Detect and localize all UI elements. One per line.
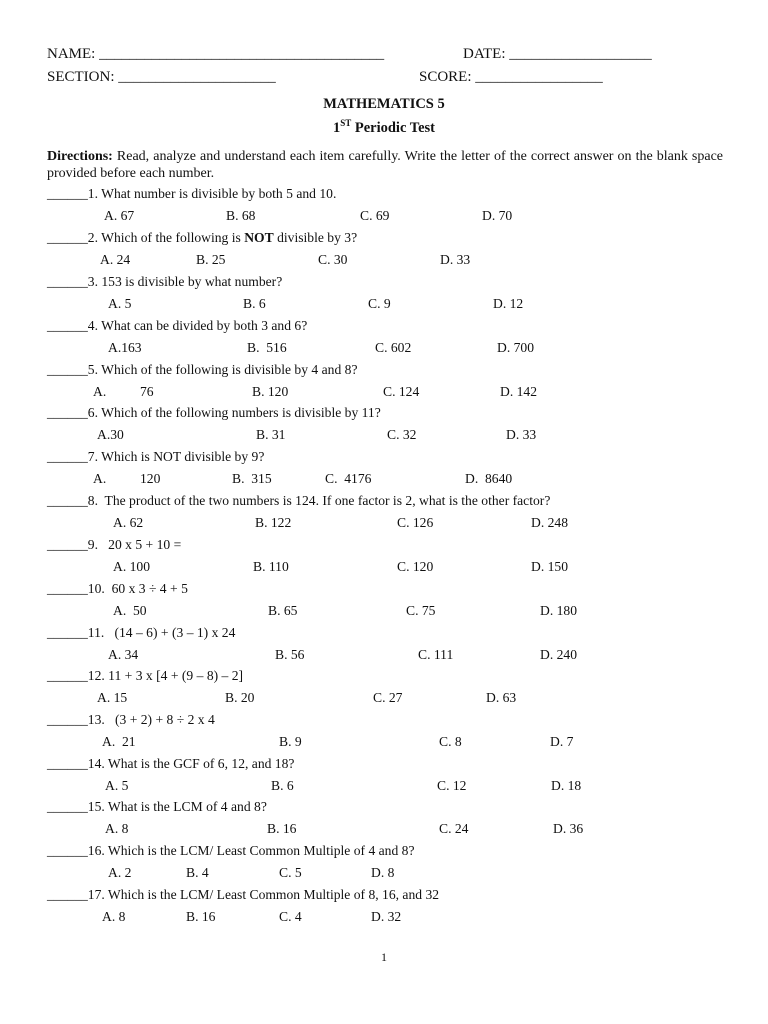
q15-option-a: A. 8 — [105, 821, 129, 836]
directions-text: Read, analyze and understand each item carefully. Write the letter of the correct answer on the blank space provided before each number. — [47, 149, 723, 181]
q6-option-c: C. 32 — [387, 427, 417, 442]
question-3: ______3. 153 is divisible by what number? — [47, 274, 283, 289]
q3-option-c: C. 9 — [368, 296, 391, 311]
question-13: ______13. (3 + 2) + 8 ÷ 2 x 4 — [47, 712, 215, 727]
q9-option-b: B. 110 — [253, 559, 289, 574]
q2-text-end: divisible by 3? — [273, 230, 358, 245]
q11-option-d: D. 240 — [540, 647, 578, 662]
q5-option-b: B. 120 — [252, 384, 289, 399]
q13-option-c: C. 8 — [439, 734, 462, 749]
q9-option-a: A. 100 — [113, 559, 151, 574]
subtitle-superscript: ST — [340, 118, 352, 128]
q15-option-c: C. 24 — [439, 821, 469, 836]
question-4: ______4. What can be divided by both 3 and 6? — [47, 318, 308, 333]
q14-option-d: D. 18 — [551, 778, 582, 793]
q14-option-c: C. 12 — [437, 778, 467, 793]
q4-option-b: B. 516 — [247, 340, 287, 355]
q16-option-a: A. 2 — [108, 865, 132, 880]
q16-option-b: B. 4 — [186, 865, 209, 880]
directions — [47, 148, 723, 182]
score-field[interactable]: SCORE: _________________ — [419, 69, 603, 85]
subtitle-number: 1 — [332, 120, 341, 136]
q4-option-c: C. 602 — [375, 340, 412, 355]
q10-option-b: B. 65 — [268, 603, 298, 618]
q15-option-d: D. 36 — [553, 821, 584, 836]
q1-option-a: A. 67 — [104, 208, 135, 223]
page-subtitle — [0, 118, 768, 136]
q8-option-c: C. 126 — [397, 515, 434, 530]
q13-option-d: D. 7 — [550, 734, 574, 749]
q2-option-c: C. 30 — [318, 252, 348, 267]
question-9: ______9. 20 x 5 + 10 = — [47, 537, 182, 552]
q3-option-d: D. 12 — [493, 296, 524, 311]
q8-option-d: D. 248 — [531, 515, 569, 530]
q9-option-c: C. 120 — [397, 559, 434, 574]
q4-option-d: D. 700 — [497, 340, 535, 355]
q17-option-b: B. 16 — [186, 909, 216, 924]
q17-option-a: A. 8 — [102, 909, 126, 924]
q10-option-d: D. 180 — [540, 603, 578, 618]
q2-option-b: B. 25 — [196, 252, 226, 267]
question-6: ______6. Which of the following numbers is divisible by 11? — [47, 405, 381, 420]
q12-option-d: D. 63 — [486, 690, 517, 705]
q6-option-b: B. 31 — [256, 427, 286, 442]
q16-option-d: D. 8 — [371, 865, 395, 880]
q2-text-start: ______2. Which of the following is — [47, 230, 245, 245]
q1-option-d: D. 70 — [482, 208, 513, 223]
q13-option-a: A. 21 — [102, 734, 136, 749]
q2-option-d: D. 33 — [440, 252, 471, 267]
question-1: ______1. What number is divisible by both 5 and 10. — [47, 186, 337, 201]
q10-option-c: C. 75 — [406, 603, 436, 618]
q1-option-b: B. 68 — [226, 208, 256, 223]
q5-option-a-value: 76 — [140, 384, 154, 399]
q6-option-d: D. 33 — [506, 427, 537, 442]
question-15: ______15. What is the LCM of 4 and 8? — [47, 799, 267, 814]
q7-option-b: B. 315 — [232, 471, 272, 486]
q11-option-b: B. 56 — [275, 647, 305, 662]
q14-option-a: A. 5 — [105, 778, 129, 793]
question-5: ______5. Which of the following is divisible by 4 and 8? — [47, 362, 358, 377]
q2-emphasis: NOT — [244, 230, 274, 245]
q4-option-a: A.163 — [108, 340, 142, 355]
q12-option-c: C. 27 — [373, 690, 403, 705]
q6-option-a: A.30 — [97, 427, 124, 442]
question-11: ______11. (14 – 6) + (3 – 1) x 24 — [47, 625, 236, 640]
q10-option-a: A. 50 — [113, 603, 147, 618]
q17-option-d: D. 32 — [371, 909, 402, 924]
q12-option-a: A. 15 — [97, 690, 128, 705]
name-field[interactable]: NAME: ______________________________________ — [47, 46, 385, 62]
q12-option-b: B. 20 — [225, 690, 255, 705]
page-number: 1 — [381, 950, 387, 964]
date-field[interactable]: DATE: ___________________ — [463, 46, 652, 62]
section-field[interactable]: SECTION: _____________________ — [47, 69, 276, 85]
question-14: ______14. What is the GCF of 6, 12, and 18? — [47, 756, 295, 771]
q3-option-b: B. 6 — [243, 296, 266, 311]
question-17: ______17. Which is the LCM/ Least Common Multiple of 8, 16, and 32 — [47, 887, 440, 902]
question-8: ______8. The product of the two numbers is 124. If one factor is 2, what is the other factor? — [47, 493, 551, 508]
q16-option-c: C. 5 — [279, 865, 302, 880]
question-12: ______12. 11 + 3 x [4 + (9 – 8) – 2] — [47, 668, 244, 683]
q11-option-a: A. 34 — [108, 647, 139, 662]
question-7: ______7. Which is NOT divisible by 9? — [47, 449, 265, 464]
page-title: MATHEMATICS 5 — [323, 96, 445, 112]
subtitle-text: Periodic Test — [351, 120, 436, 136]
q7-option-c: C. 4176 — [325, 471, 372, 486]
question-10: ______10. 60 x 3 ÷ 4 + 5 — [47, 581, 188, 596]
q2-option-a: A. 24 — [100, 252, 131, 267]
question-2 — [47, 231, 357, 245]
q9-option-d: D. 150 — [531, 559, 569, 574]
q17-option-c: C. 4 — [279, 909, 302, 924]
q5-option-d: D. 142 — [500, 384, 538, 399]
q1-option-c: C. 69 — [360, 208, 390, 223]
q7-option-a: A. — [93, 471, 107, 486]
q11-option-c: C. 111 — [418, 647, 454, 662]
directions-label: Directions: — [47, 149, 113, 164]
question-16: ______16. Which is the LCM/ Least Common Multiple of 4 and 8? — [47, 843, 415, 858]
q5-option-a: A. — [93, 384, 107, 399]
q13-option-b: B. 9 — [279, 734, 302, 749]
q15-option-b: B. 16 — [267, 821, 297, 836]
q3-option-a: A. 5 — [108, 296, 132, 311]
q14-option-b: B. 6 — [271, 778, 294, 793]
q7-option-d: D. 8640 — [465, 471, 513, 486]
q5-option-c: C. 124 — [383, 384, 420, 399]
q8-option-b: B. 122 — [255, 515, 292, 530]
q7-option-a-value: 120 — [140, 471, 161, 486]
q8-option-a: A. 62 — [113, 515, 144, 530]
